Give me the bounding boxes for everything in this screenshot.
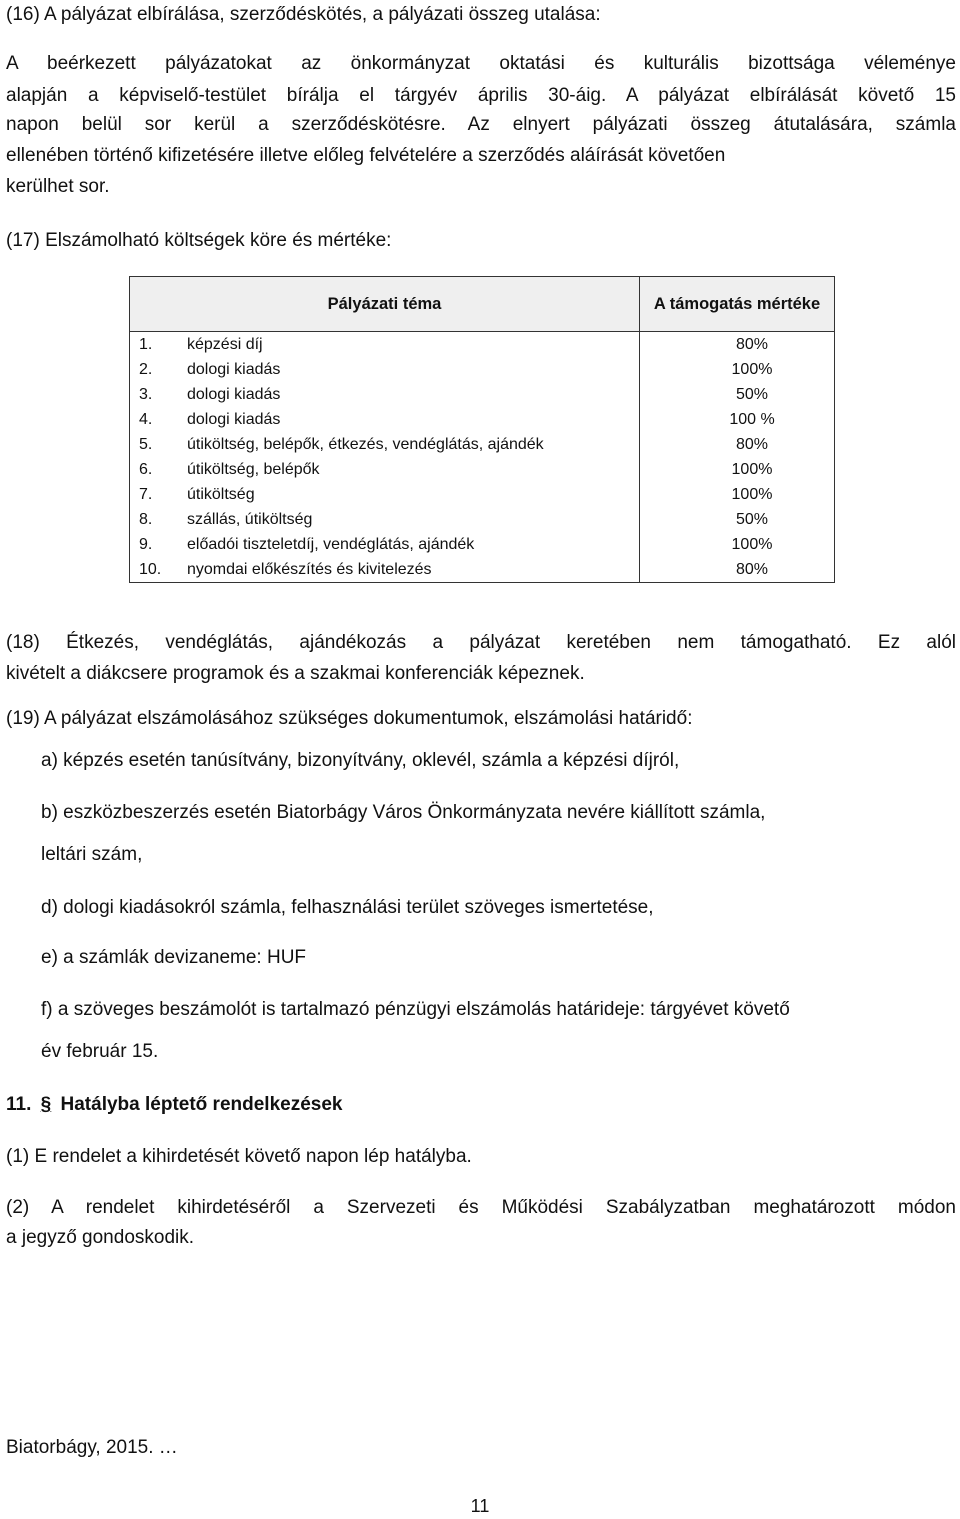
- table-row: [130, 332, 835, 358]
- row-topic: útiköltség, belépők: [187, 457, 640, 482]
- cost-table-header: [130, 277, 835, 332]
- table-row: [130, 382, 835, 407]
- table-row: [130, 507, 835, 532]
- row-rate: 80%: [640, 557, 835, 583]
- row-number: 7.: [130, 482, 188, 507]
- section-11-paragraph-2-line-1: (2) A rendelet kihirdetéséről a Szervezeti és Működési Szabályzatban meghatározott módon: [6, 1197, 956, 1218]
- section-16-line-4: ellenében történő kifizetésére illetve előleg felvételére a szerződés aláírását követően: [6, 145, 726, 166]
- cost-table: [129, 276, 835, 583]
- table-row: [130, 532, 835, 557]
- section-number: 11.: [6, 1094, 32, 1115]
- row-rate: 100%: [640, 532, 835, 557]
- row-rate: 100%: [640, 457, 835, 482]
- table-row: [130, 432, 835, 457]
- row-topic: dologi kiadás: [187, 407, 640, 432]
- col-rate-header: A támogatás mértéke: [640, 277, 835, 332]
- section-19-item-f-line-2: év február 15.: [41, 1041, 159, 1062]
- section-16-line-3: napon belül sor kerül a szerződéskötésre. Az elnyert pályázati összeg átutalására, számla: [6, 114, 956, 135]
- section-11-paragraph-1: (1) E rendelet a kihirdetését követő napon lép hatályba.: [6, 1146, 472, 1167]
- section-11-heading: [6, 1090, 956, 1120]
- table-row: [130, 457, 835, 482]
- section-16-line-5: kerülhet sor.: [6, 176, 110, 197]
- row-number: 5.: [130, 432, 188, 457]
- section-19-item-e: e) a számlák devizaneme: HUF: [41, 947, 307, 968]
- section-17-heading: (17) Elszámolható költségek köre és mértéke:: [6, 230, 392, 251]
- row-number: 1.: [130, 332, 188, 358]
- section-19-item-a: a) képzés esetén tanúsítvány, bizonyítvány, oklevél, számla a képzési díjról,: [41, 750, 680, 771]
- table-row: [130, 482, 835, 507]
- section-18-line-2: kivételt a diákcsere programok és a szakmai konferenciák képeznek.: [6, 663, 585, 684]
- row-number: 2.: [130, 357, 188, 382]
- section-18-line-1: (18) Étkezés, vendéglátás, ajándékozás a pályázat keretében nem támogatható. Ez alól: [6, 632, 956, 653]
- row-rate: 80%: [640, 332, 835, 358]
- row-rate: 100 %: [640, 407, 835, 432]
- section-19-item-f-line-1: f) a szöveges beszámolót is tartalmazó pénzügyi elszámolás határideje: tárgyévet követő: [41, 999, 790, 1020]
- paragraph-sign: §: [40, 1094, 52, 1115]
- row-topic: előadói tiszteletdíj, vendéglátás, ajándék: [187, 532, 640, 557]
- row-rate: 100%: [640, 482, 835, 507]
- section-16-heading: (16) A pályázat elbírálása, szerződéskötés, a pályázati összeg utalása:: [6, 4, 601, 25]
- table-row: [130, 407, 835, 432]
- row-topic: képzési díj: [187, 332, 640, 358]
- row-number: 9.: [130, 532, 188, 557]
- row-topic: szállás, útiköltség: [187, 507, 640, 532]
- section-title: Hatályba léptető rendelkezések: [60, 1094, 343, 1115]
- section-11-paragraph-2-line-2: a jegyző gondoskodik.: [6, 1227, 195, 1248]
- table-row: [130, 357, 835, 382]
- section-19-item-d: d) dologi kiadásokról számla, felhasználási terület szöveges ismertetése,: [41, 897, 654, 918]
- row-topic: dologi kiadás: [187, 382, 640, 407]
- row-rate: 50%: [640, 507, 835, 532]
- row-topic: dologi kiadás: [187, 357, 640, 382]
- section-16-line-2: alapján a képviselő-testület bírálja el tárgyév április 30-áig. A pályázat elbírálását követő 15: [6, 85, 956, 106]
- table-row: [130, 557, 835, 583]
- row-rate: 80%: [640, 432, 835, 457]
- row-rate: 100%: [640, 357, 835, 382]
- row-number: 10.: [130, 557, 188, 583]
- section-19-item-b-line-1: b) eszközbeszerzés esetén Biatorbágy Város Önkormányzata nevére kiállított számla,: [41, 802, 766, 823]
- section-19-heading: (19) A pályázat elszámolásához szükséges dokumentumok, elszámolási határidő:: [6, 708, 693, 729]
- row-rate: 50%: [640, 382, 835, 407]
- col-topic-header: Pályázati téma: [130, 277, 640, 332]
- section-16-line-1: A beérkezett pályázatokat az önkormányzat oktatási és kulturális bizottsága véleménye: [6, 53, 956, 74]
- section-19-item-b-line-2: leltári szám,: [41, 844, 143, 865]
- row-number: 8.: [130, 507, 188, 532]
- row-topic: nyomdai előkészítés és kivitelezés: [187, 557, 640, 583]
- row-number: 3.: [130, 382, 188, 407]
- row-number: 4.: [130, 407, 188, 432]
- page-number: 11: [470, 1496, 490, 1516]
- place-date: Biatorbágy, 2015. …: [6, 1437, 178, 1458]
- row-number: 6.: [130, 457, 188, 482]
- row-topic: útiköltség: [187, 482, 640, 507]
- row-topic: útiköltség, belépők, étkezés, vendéglátás, ajándék: [187, 432, 640, 457]
